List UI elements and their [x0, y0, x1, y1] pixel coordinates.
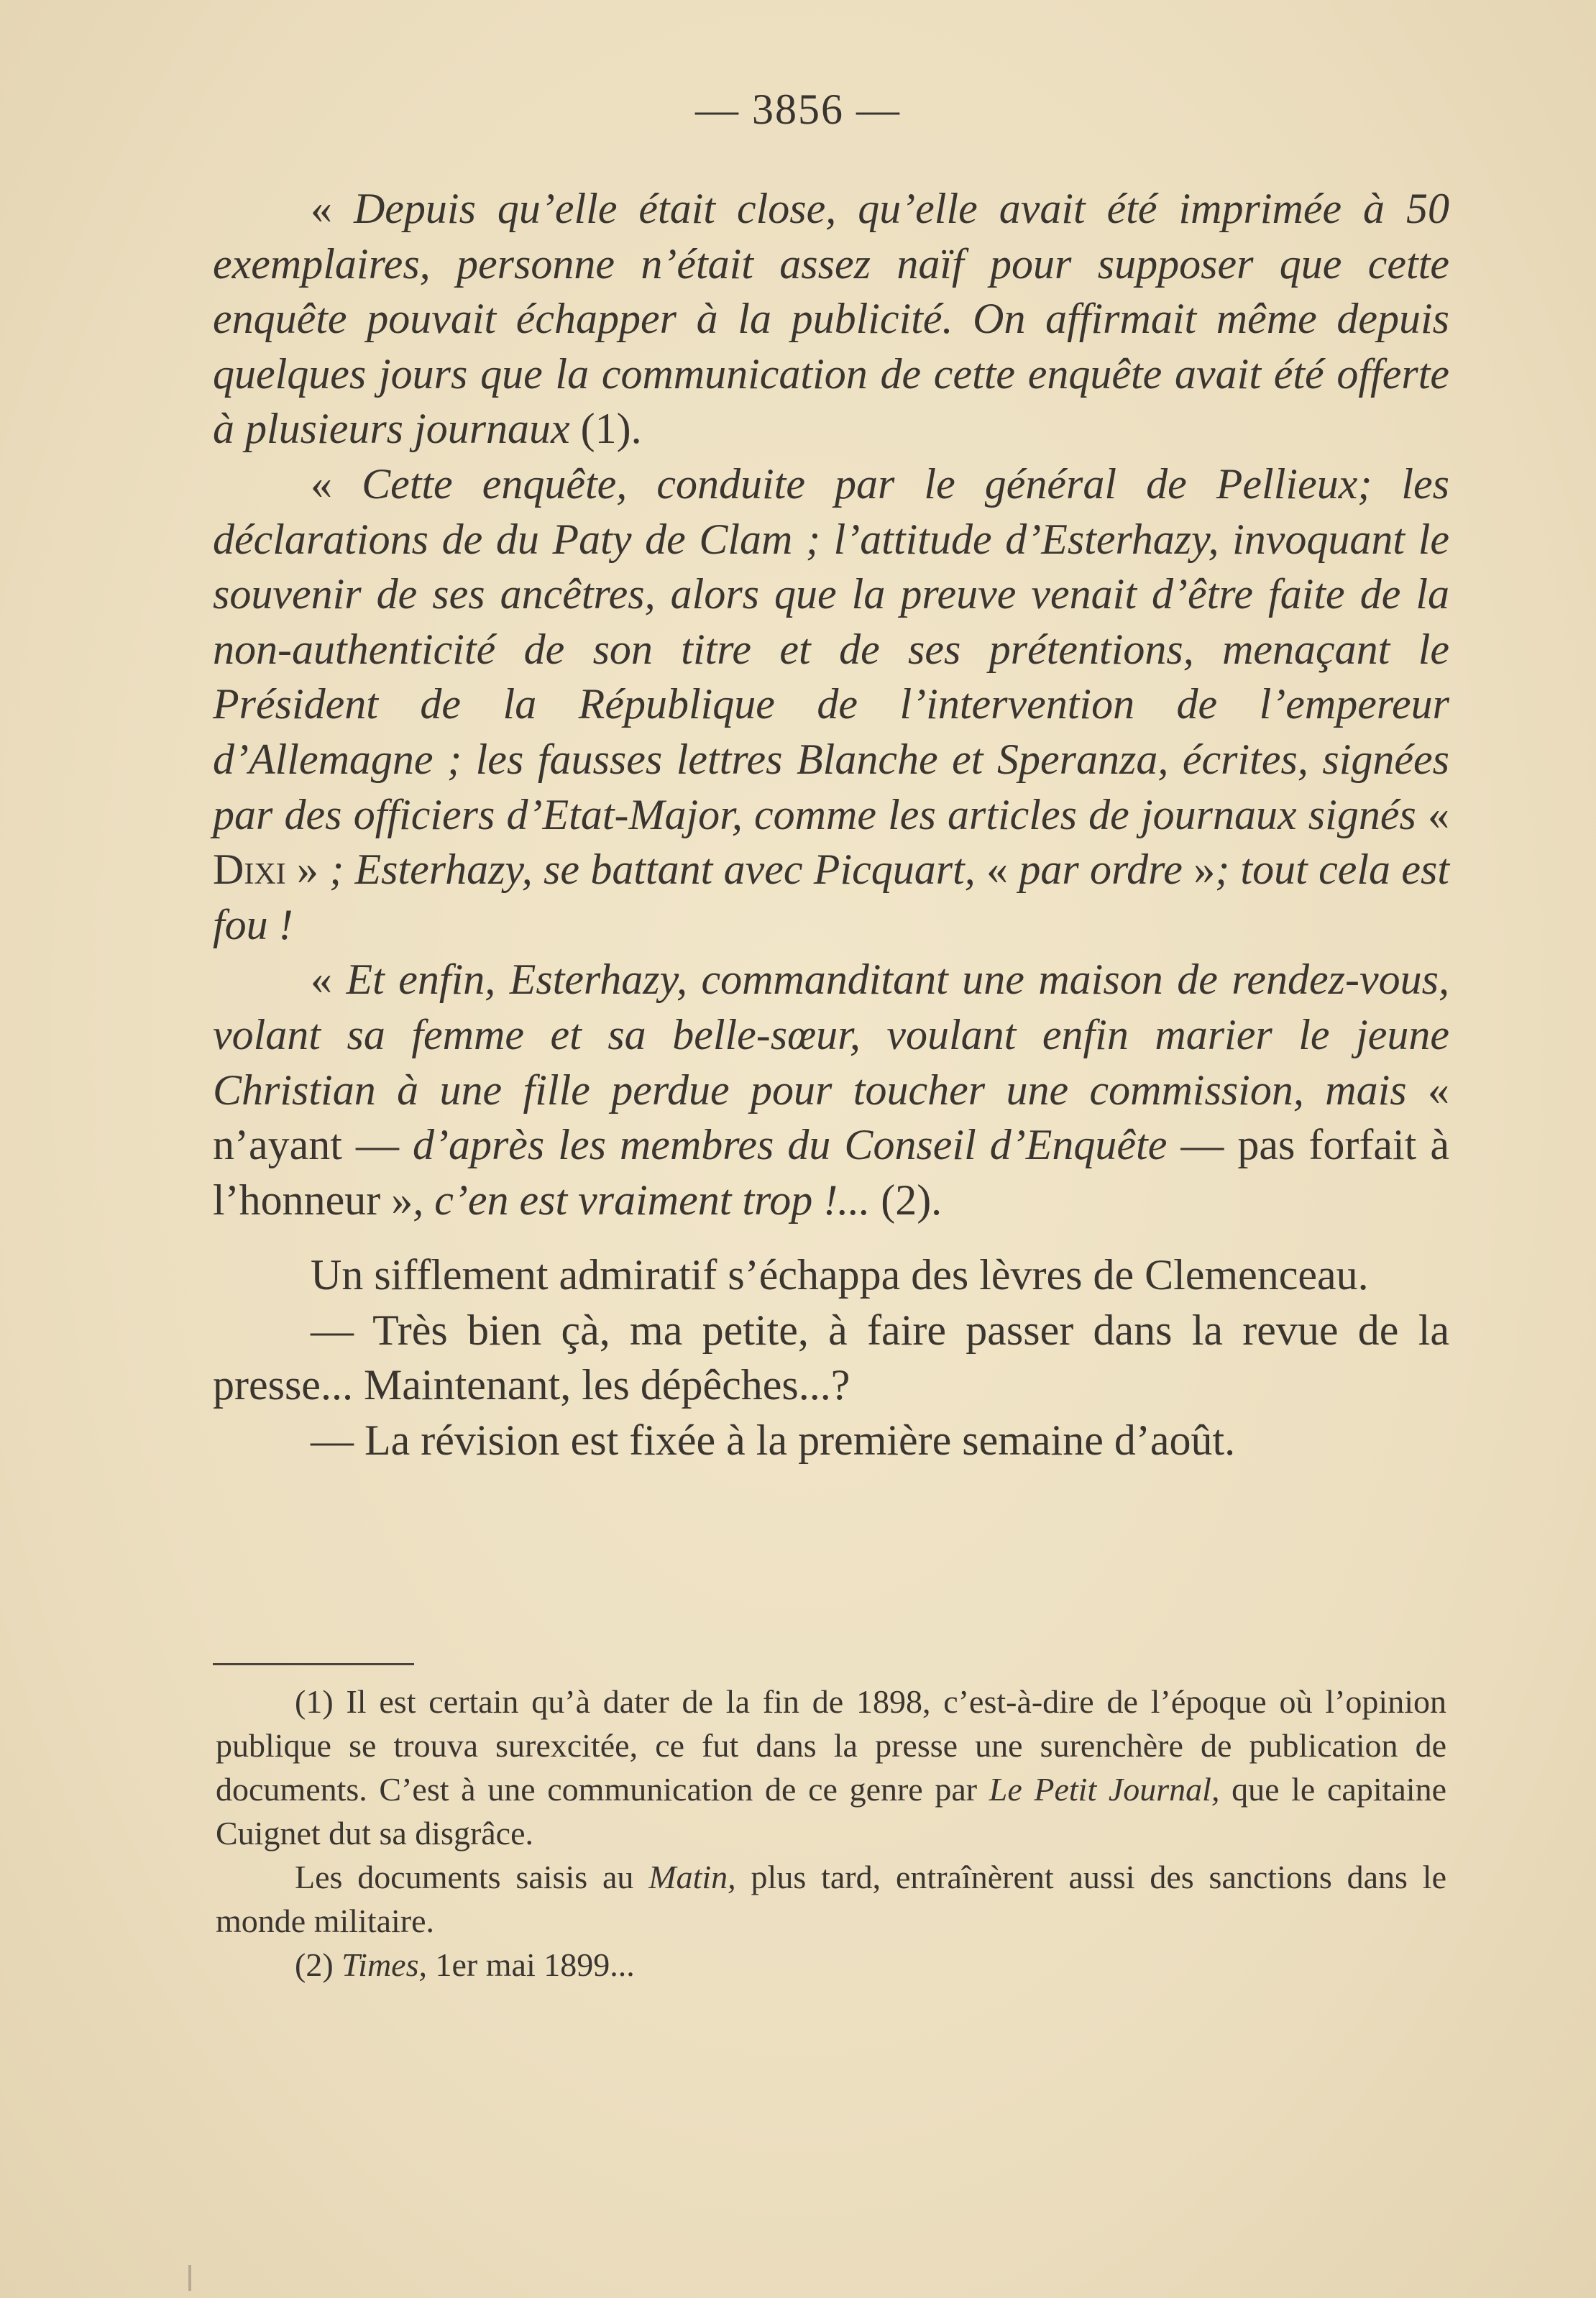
quote-3-text-a: Et enfin, Esterhazy, commanditant une maison de rendez-vous, volant sa femme et sa belle-sœur, voulant enfin marier le jeune Christian à une fille perdue pour toucher une commission, mais: [213, 956, 1449, 1114]
quote-2-text-a: Cette enquête, conduite par le général de Pellieux; les déclarations de du Paty de Clam ; l’attitude d’Esterhazy, invoquant le souvenir de ses ancêtres, alors que la preuve venait d’être faite de la non-authenticité de son titre et de ses prétentions, menaçant le Président de la République de l’intervention de l’empereur d’Allemagne ; les fausses lettres Blanche et Speranza, écrites, signées par des officiers d’Etat-Major, comme les articles de journaux signés: [213, 459, 1450, 838]
quote-1-text: Depuis qu’elle était close, qu’elle avait été imprimée à 50 exemplaires, personne n’était assez naïf pour supposer que cette enquête pouvait échapper à la publicité. On affirmait même depuis quelques jours que la communication de cette enquête avait été offerte à plusieurs journaux: [213, 185, 1449, 453]
footnote-1b-text-a: Les documents saisis au: [295, 1859, 649, 1895]
footnote-1-text-b: que le capitaine Cuignet dut sa disgrâce.: [216, 1771, 1446, 1851]
footnote-2: [216, 1943, 1446, 1987]
paragraph-gap: [213, 1227, 1449, 1248]
footnotes: [216, 1680, 1446, 1987]
footnote-rule: [213, 1663, 414, 1665]
footnote-1: [216, 1680, 1446, 1855]
open-quote: «: [311, 459, 362, 508]
footnote-1-text-a: (1) Il est certain qu’à dater de la fin de 1898, c’est-à-dire de l’époque où l’opinion publique se trouva surexcitée, ce fut dans la presse une surenchère de publication de documents. C’est à une communication de ce genre par: [216, 1683, 1446, 1808]
open-quote: «: [311, 956, 347, 1004]
footnote-1-italic: Le Petit Journal,: [989, 1771, 1220, 1808]
paragraph-quote-1: [213, 181, 1449, 457]
footnote-2-text-b: 1er mai 1899...: [427, 1946, 635, 1983]
footnote-2-italic: Times,: [341, 1946, 428, 1983]
margin-mark: [188, 2265, 191, 2291]
page-number: — 3856 —: [695, 86, 901, 133]
paragraph-narrative: Un sifflement admiratif s’échappa des lèvres de Clemenceau.: [311, 1251, 1369, 1299]
quote-3-upright-a: n’ayant —: [213, 1121, 413, 1169]
inner-close-quote: »: [380, 1176, 413, 1224]
paragraph-quote-3: [213, 952, 1449, 1227]
footnote-ref-2: (2).: [870, 1176, 943, 1224]
par-ordre-text: par ordre: [1019, 846, 1183, 894]
paragraph-quote-2: [213, 457, 1449, 952]
dixi-word: Dixi: [213, 846, 286, 894]
quote-3-text-b: , c’en est vraiment trop !...: [413, 1176, 871, 1224]
dixi-open-quote: «: [1428, 790, 1449, 838]
footnote-1-continued: [216, 1855, 1446, 1943]
quote-2-text-b: ; Esterhazy, se battant avec Picquart,: [318, 846, 987, 894]
inner-open-quote: «: [1428, 1066, 1449, 1114]
footnote-2-text-a: (2): [295, 1946, 342, 1983]
quote-2-text-c: ; tout cela est fou !: [213, 846, 1449, 948]
main-text: [213, 181, 1449, 1468]
par-ordre-open-quote: «: [986, 846, 1019, 894]
open-quote: «: [311, 185, 354, 232]
dixi-close-quote: »: [285, 846, 318, 894]
footnote-1b-italic: Matin,: [648, 1859, 736, 1895]
footnote-ref-1: (1).: [569, 405, 642, 453]
footnote-1b-text-b: plus tard, entraînèrent aussi des sanctions dans le monde militaire.: [216, 1859, 1447, 1939]
quote-3-italic-mid: d’après les membres du Conseil d’Enquête: [412, 1121, 1168, 1169]
paragraph-dialogue-1: — Très bien çà, ma petite, à faire passer dans la revue de la presse... Maintenant, les dépêches...?: [213, 1306, 1449, 1409]
par-ordre-close-quote: »: [1182, 846, 1216, 894]
paragraph-dialogue-2: — La révision est fixée à la première semaine d’août.: [311, 1416, 1236, 1465]
quote-3-upright-b: — pas forfait à l’honneur: [213, 1121, 1449, 1224]
